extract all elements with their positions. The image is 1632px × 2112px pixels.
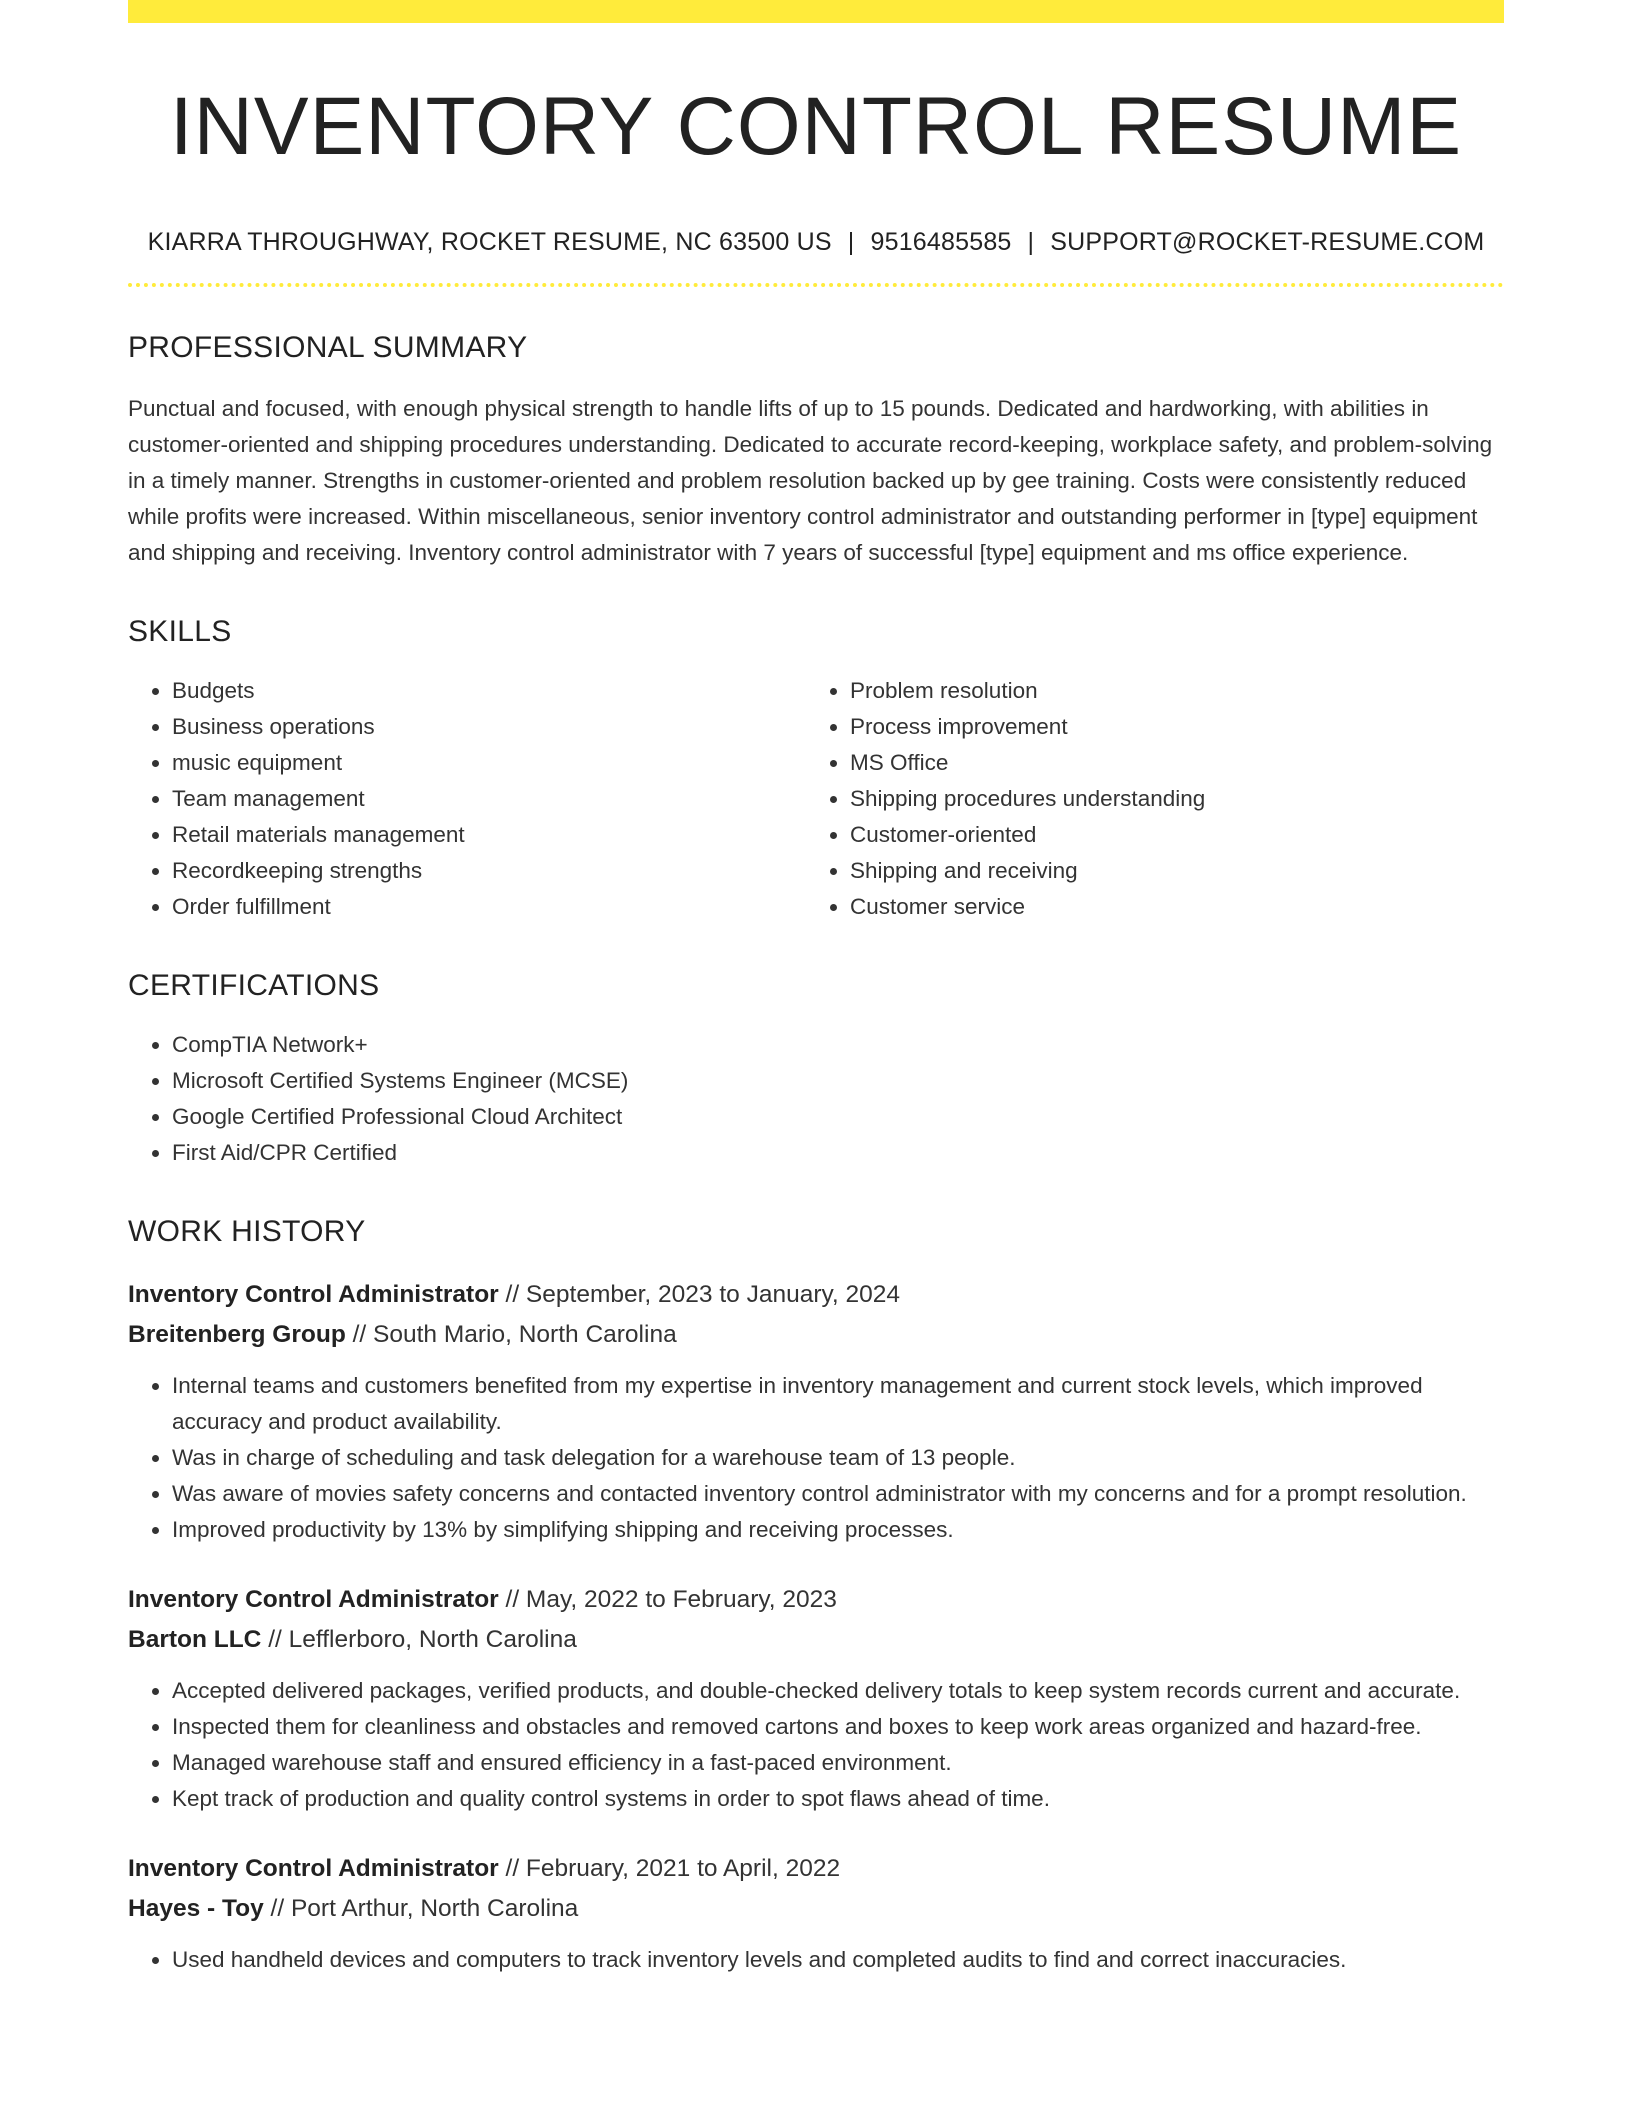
contact-separator: | bbox=[1027, 228, 1035, 256]
job-bullets bbox=[128, 1673, 1504, 1817]
skill-item: • Shipping procedures understanding bbox=[850, 781, 1484, 817]
skill-item: • Team management bbox=[172, 781, 806, 817]
job-bullet: • Used handheld devices and computers to track inventory levels and completed audits to find and correct inaccuracies. bbox=[172, 1942, 1504, 1978]
resume-title: INVENTORY CONTROL RESUME bbox=[169, 81, 1463, 172]
skill-item: • Customer-oriented bbox=[850, 817, 1484, 853]
contact-phone: 9516485585 bbox=[870, 228, 1012, 256]
skill-item: • MS Office bbox=[850, 745, 1484, 781]
dotted-divider bbox=[128, 283, 1504, 287]
skill-item: • Retail materials management bbox=[172, 817, 806, 853]
job-company-line bbox=[128, 1315, 1504, 1355]
skill-item: • Shipping and receiving bbox=[850, 853, 1484, 889]
job-title: Inventory Control Administrator bbox=[128, 1281, 499, 1308]
job-location: // South Mario, North Carolina bbox=[352, 1321, 677, 1348]
skills-column-left bbox=[128, 673, 806, 925]
job-entry bbox=[128, 1849, 1504, 1978]
skill-item: • Budgets bbox=[172, 673, 806, 709]
job-title: Inventory Control Administrator bbox=[128, 1586, 499, 1613]
job-location: // Port Arthur, North Carolina bbox=[270, 1895, 579, 1922]
job-company: Barton LLC bbox=[128, 1626, 262, 1653]
certification-item: • First Aid/CPR Certified bbox=[172, 1135, 1504, 1171]
skill-item: • Order fulfillment bbox=[172, 889, 806, 925]
skills-list-left bbox=[128, 673, 806, 925]
contact-separator: | bbox=[847, 228, 855, 256]
certifications-list-wrap bbox=[128, 1027, 1504, 1171]
skills-list-right bbox=[806, 673, 1484, 925]
job-title-line bbox=[128, 1580, 1504, 1620]
accent-top-bar bbox=[128, 0, 1504, 23]
contact-address: KIARRA THROUGHWAY, ROCKET RESUME, NC 63500 US bbox=[147, 228, 832, 256]
skill-item: • music equipment bbox=[172, 745, 806, 781]
job-location: // Lefflerboro, North Carolina bbox=[268, 1626, 577, 1653]
skills-column-right bbox=[806, 673, 1484, 925]
job-bullet: • Was aware of movies safety concerns and contacted inventory control administrator with my concerns and for a prompt resolution. bbox=[172, 1476, 1504, 1512]
summary-heading: PROFESSIONAL SUMMARY bbox=[128, 331, 528, 364]
certifications-heading: CERTIFICATIONS bbox=[128, 969, 380, 1002]
certification-item: • Microsoft Certified Systems Engineer (MCSE) bbox=[172, 1063, 1504, 1099]
job-bullet: • Was in charge of scheduling and task delegation for a warehouse team of 13 people. bbox=[172, 1440, 1504, 1476]
summary-text: Punctual and focused, with enough physical strength to handle lifts of up to 15 pounds. Dedicated and hardworking, with abilities in customer-oriented and shipping procedures understanding. Dedicated to accurate record-keeping, workplace safety, and problem-solving in a timely manner. Strengths in customer-oriented and problem resolution backed up by gee training. Costs were consistently reduced while profits were increased. Within miscellaneous, senior inventory control administrator and outstanding performer in [type] equipment and shipping and receiving. Inventory control administrator with 7 years of successful [type] equipment and ms office experience. bbox=[128, 396, 1493, 565]
job-bullet: • Managed warehouse staff and ensured efficiency in a fast-paced environment. bbox=[172, 1745, 1504, 1781]
job-company-line bbox=[128, 1620, 1504, 1660]
skill-item: • Customer service bbox=[850, 889, 1484, 925]
skill-item: • Recordkeeping strengths bbox=[172, 853, 806, 889]
job-bullet: • Kept track of production and quality control systems in order to spot flaws ahead of time. bbox=[172, 1781, 1504, 1817]
job-company-line bbox=[128, 1889, 1504, 1929]
job-dates: // May, 2022 to February, 2023 bbox=[505, 1586, 837, 1613]
job-bullet: • Internal teams and customers benefited from my expertise in inventory management and current stock levels, which improved accuracy and product availability. bbox=[172, 1368, 1504, 1440]
job-entry bbox=[128, 1580, 1504, 1817]
skill-item: • Business operations bbox=[172, 709, 806, 745]
certification-item: • Google Certified Professional Cloud Architect bbox=[172, 1099, 1504, 1135]
certifications-list bbox=[128, 1027, 1504, 1171]
job-title: Inventory Control Administrator bbox=[128, 1855, 499, 1882]
work-history-heading: WORK HISTORY bbox=[128, 1215, 366, 1248]
contact-line bbox=[128, 228, 1504, 257]
skill-item: • Process improvement bbox=[850, 709, 1484, 745]
skills-grid bbox=[128, 673, 1504, 925]
job-bullets bbox=[128, 1942, 1504, 1978]
job-dates: // September, 2023 to January, 2024 bbox=[505, 1281, 901, 1308]
job-title-line bbox=[128, 1275, 1504, 1315]
skills-heading: SKILLS bbox=[128, 615, 232, 648]
resume-page bbox=[128, 0, 1504, 1978]
job-bullet: • Inspected them for cleanliness and obstacles and removed cartons and boxes to keep work areas organized and hazard-free. bbox=[172, 1709, 1504, 1745]
job-company: Hayes - Toy bbox=[128, 1895, 264, 1922]
job-title-line bbox=[128, 1849, 1504, 1889]
job-bullet: • Improved productivity by 13% by simplifying shipping and receiving processes. bbox=[172, 1512, 1504, 1548]
job-company: Breitenberg Group bbox=[128, 1321, 346, 1348]
job-entry bbox=[128, 1275, 1504, 1548]
job-bullet: • Accepted delivered packages, verified products, and double-checked delivery totals to keep system records current and accurate. bbox=[172, 1673, 1504, 1709]
skill-item: • Problem resolution bbox=[850, 673, 1484, 709]
job-bullets bbox=[128, 1368, 1504, 1548]
contact-email: SUPPORT@ROCKET-RESUME.COM bbox=[1050, 228, 1485, 256]
job-dates: // February, 2021 to April, 2022 bbox=[505, 1855, 841, 1882]
certification-item: • CompTIA Network+ bbox=[172, 1027, 1504, 1063]
